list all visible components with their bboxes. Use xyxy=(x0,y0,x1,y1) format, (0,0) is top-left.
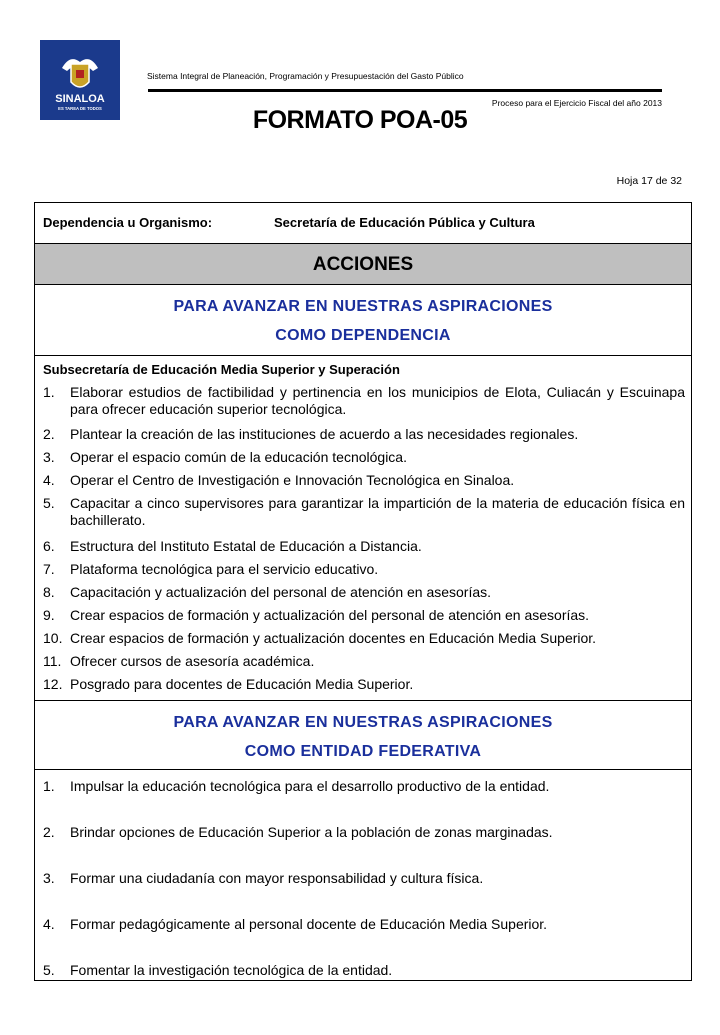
dependency-label: Dependencia u Organismo: xyxy=(43,215,213,230)
list-item xyxy=(43,607,685,624)
item-number: 3. xyxy=(43,449,55,465)
item-text: Ofrecer cursos de asesoría académica. xyxy=(70,653,315,669)
item-number: 7. xyxy=(43,561,55,577)
item-number: 2. xyxy=(43,426,55,442)
dependency-row xyxy=(35,203,691,244)
item-number: 9. xyxy=(43,607,55,623)
item-text: Operar el Centro de Investigación e Innovación Tecnológica en Sinaloa. xyxy=(70,472,515,488)
federative-actions-list xyxy=(35,770,691,980)
actions-form xyxy=(34,202,692,981)
item-text: Plantear la creación de las instituciones de acuerdo a las necesidades regionales. xyxy=(70,426,579,442)
item-text: Impulsar la educación tecnológica para el desarrollo productivo de la entidad. xyxy=(70,778,550,794)
section-federative-heading xyxy=(35,700,691,770)
section-dependency-heading xyxy=(35,285,691,356)
section-heading-line: PARA AVANZAR EN NUESTRAS ASPIRACIONES xyxy=(173,298,553,315)
list-item xyxy=(43,630,685,647)
list-item xyxy=(43,962,685,979)
item-text: Formar pedagógicamente al personal docente de Educación Media Superior. xyxy=(70,916,548,932)
list-item xyxy=(43,778,685,795)
item-text: Fomentar la investigación tecnológica de la entidad. xyxy=(70,962,393,978)
item-number: 10. xyxy=(43,630,63,646)
section-heading-line: COMO ENTIDAD FEDERATIVA xyxy=(244,743,482,760)
item-text: Crear espacios de formación y actualización docentes en Educación Media Superior. xyxy=(70,630,597,646)
list-item xyxy=(43,495,685,529)
item-text: Brindar opciones de Educación Superior a la población de zonas marginadas. xyxy=(70,824,553,840)
item-number: 3. xyxy=(43,870,55,886)
list-item xyxy=(43,384,685,418)
list-item xyxy=(43,449,685,466)
system-title: Sistema Integral de Planeación, Programación y Presupuestación del Gasto Público xyxy=(147,71,464,81)
item-text: Estructura del Instituto Estatal de Educación a Distancia. xyxy=(70,538,422,554)
item-text: Formar una ciudadanía con mayor responsabilidad y cultura física. xyxy=(70,870,484,886)
list-item xyxy=(43,824,685,841)
item-number: 2. xyxy=(43,824,55,840)
list-item xyxy=(43,472,685,489)
subsecretaria-heading: Subsecretaría de Educación Media Superior y Superación xyxy=(43,362,400,377)
header-divider xyxy=(148,89,662,92)
logo-tagline: ES TAREA DE TODOS xyxy=(58,106,102,111)
section-heading-line: PARA AVANZAR EN NUESTRAS ASPIRACIONES xyxy=(173,714,553,731)
list-item xyxy=(43,653,685,670)
list-item xyxy=(43,561,685,578)
list-item xyxy=(43,870,685,887)
item-text: Elaborar estudios de factibilidad y pertinencia en los municipios de Elota, Culiacán y Escuinapa para ofrecer educación superior tecnológica. xyxy=(70,384,685,417)
item-number: 4. xyxy=(43,916,55,932)
format-title: FORMATO POA-05 xyxy=(252,106,468,134)
dependency-actions-list xyxy=(35,356,691,700)
list-item xyxy=(43,676,685,693)
item-text: Crear espacios de formación y actualización del personal de atención en asesorías. xyxy=(70,607,590,623)
list-item xyxy=(43,584,685,601)
item-number: 1. xyxy=(43,778,55,794)
fiscal-process: Proceso para el Ejercicio Fiscal del año 2013 xyxy=(491,98,662,108)
actions-header: ACCIONES xyxy=(35,244,691,285)
item-text: Plataforma tecnológica para el servicio educativo. xyxy=(70,561,379,577)
section-heading-line: COMO DEPENDENCIA xyxy=(275,327,451,344)
item-number: 12. xyxy=(43,676,63,692)
item-number: 5. xyxy=(43,962,55,978)
item-text: Operar el espacio común de la educación tecnológica. xyxy=(70,449,407,465)
item-number: 4. xyxy=(43,472,55,488)
list-item xyxy=(43,916,685,933)
item-number: 1. xyxy=(43,384,55,400)
item-text: Posgrado para docentes de Educación Media Superior. xyxy=(70,676,414,692)
list-item xyxy=(43,538,685,555)
dependency-value: Secretaría de Educación Pública y Cultura xyxy=(274,215,535,230)
item-text: Capacitar a cinco supervisores para garantizar la impartición de la materia de educación física en bachillerato. xyxy=(70,495,685,528)
item-number: 6. xyxy=(43,538,55,554)
sheet-number: Hoja 17 de 32 xyxy=(616,175,682,187)
logo-name: SINALOA xyxy=(55,93,105,105)
item-text: Capacitación y actualización del personal de atención en asesorías. xyxy=(70,584,492,600)
item-number: 11. xyxy=(43,653,62,669)
list-item xyxy=(43,426,685,443)
item-number: 8. xyxy=(43,584,55,600)
item-number: 5. xyxy=(43,495,55,511)
